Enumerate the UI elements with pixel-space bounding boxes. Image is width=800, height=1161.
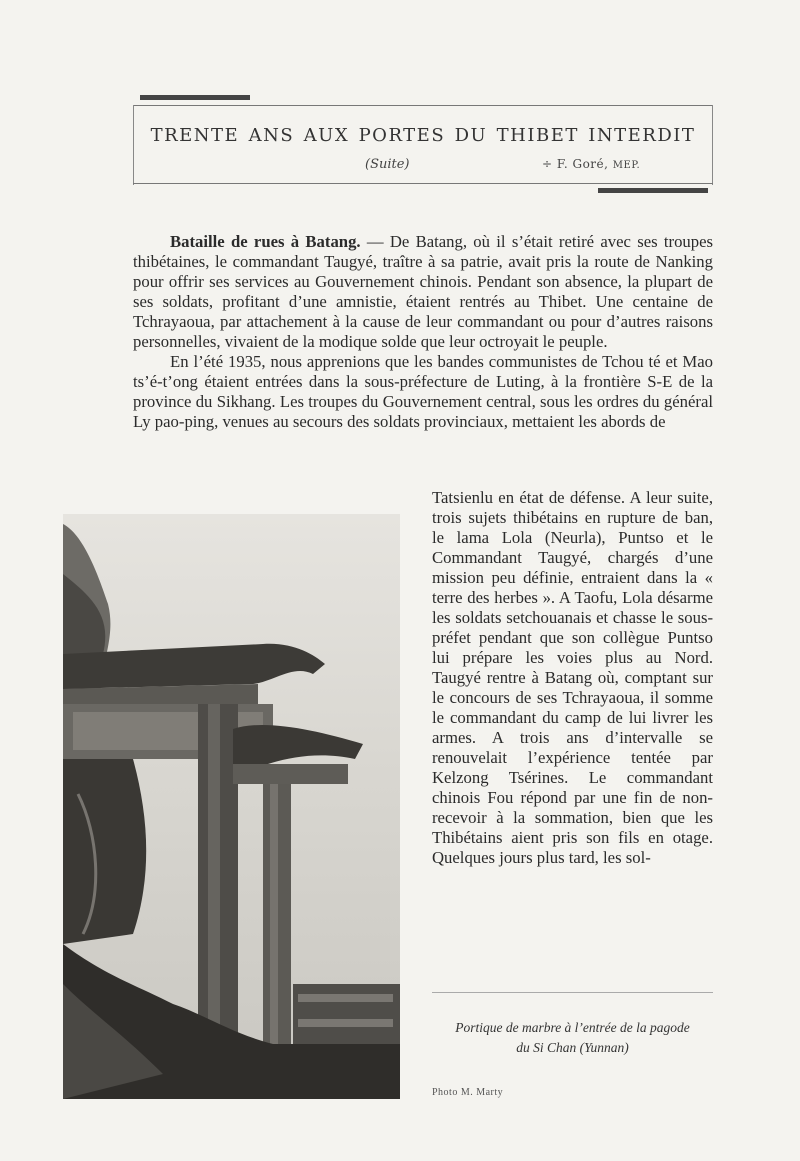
portico-illustration <box>63 514 400 1099</box>
header-rule-right <box>712 105 713 185</box>
author-mark: ÷ <box>542 157 553 171</box>
paragraph-1 <box>133 232 713 352</box>
caption-line-2: du Si Chan (Yunnan) <box>516 1040 629 1055</box>
author-name: F. Goré, <box>556 157 609 171</box>
header-rule-left <box>133 105 134 185</box>
photo-credit: Photo M. Marty <box>432 1087 504 1098</box>
paragraph-1-text: — De Batang, où il s’était retiré avec ses troupes thibétaines, le commandant Taugyé, traître à sa patrie, avait pris la route de Nanking pour offrir ses services au Gouvernement chinois. Pendant son absence, la plupart de ses soldats, profitant d’une amnistie, étaient rentrés au Thibet. Une centaine de Tchrayaoua, par attachement à la cause de leur commandant ou pour d’autres raisons personnelles, vivaient de la modique solde que leur octroyait le peuple. <box>133 232 714 351</box>
header-rule-ornament-bottom <box>598 188 708 193</box>
paragraph-2: En l’été 1935, nous apprenions que les bandes communistes de Tchou té et Mao ts’é-t’ong étaient entrées dans la sous-préfecture de Luting, à la frontière S-E de la province du Sikhang. Les troupes du Gouvernement central, sous les ordres du général Ly pao-ping, venues au secours des soldats provinciaux, mettaient les abords de <box>133 352 713 431</box>
caption-rule <box>432 992 713 993</box>
header-rule-bottom <box>133 183 713 184</box>
header-rule-ornament-top <box>140 95 250 100</box>
caption-line-1: Portique de marbre à l’entrée de la pagode <box>455 1020 690 1035</box>
article-column-text: Tatsienlu en état de défense. A leur suite, trois sujets thibétains en rupture de ban, le lama Lola (Neurla), Puntso et le Commandant Taugyé, chargés d’une mission peu définie, entraient dans la « terre des herbes ». A Taofu, Lola désarme les soldats setchouanais et chasse le sous-préfet pendant que son collègue Puntso lui prépare les voies plus au Nord. Taugyé rentre à Batang où, comptant sur le concours de ses Tchrayaoua, il somme le commandant du camp de lui livrer les armes. A trois ans d’intervalle se renouvelait l’expérience tentée par Kelzong Tsérines. Le commandant chinois Fou répond par une fin de non-recevoir à la sommation, bien que les Thibétains aient pris son fils en otage. Quelques jours plus tard, les sol- <box>432 488 713 867</box>
article-title: trente ans aux portes du thibet interdit <box>150 118 696 147</box>
author-suffix: MEP. <box>612 160 641 171</box>
portico-photo <box>63 514 400 1099</box>
header-rule-top <box>133 105 713 106</box>
article-body <box>133 232 713 432</box>
article-author <box>542 157 640 171</box>
article-suite-label: (Suite) <box>365 157 410 172</box>
figure-caption <box>432 1018 713 1058</box>
section-heading: Bataille de rues à Batang. <box>170 232 361 251</box>
